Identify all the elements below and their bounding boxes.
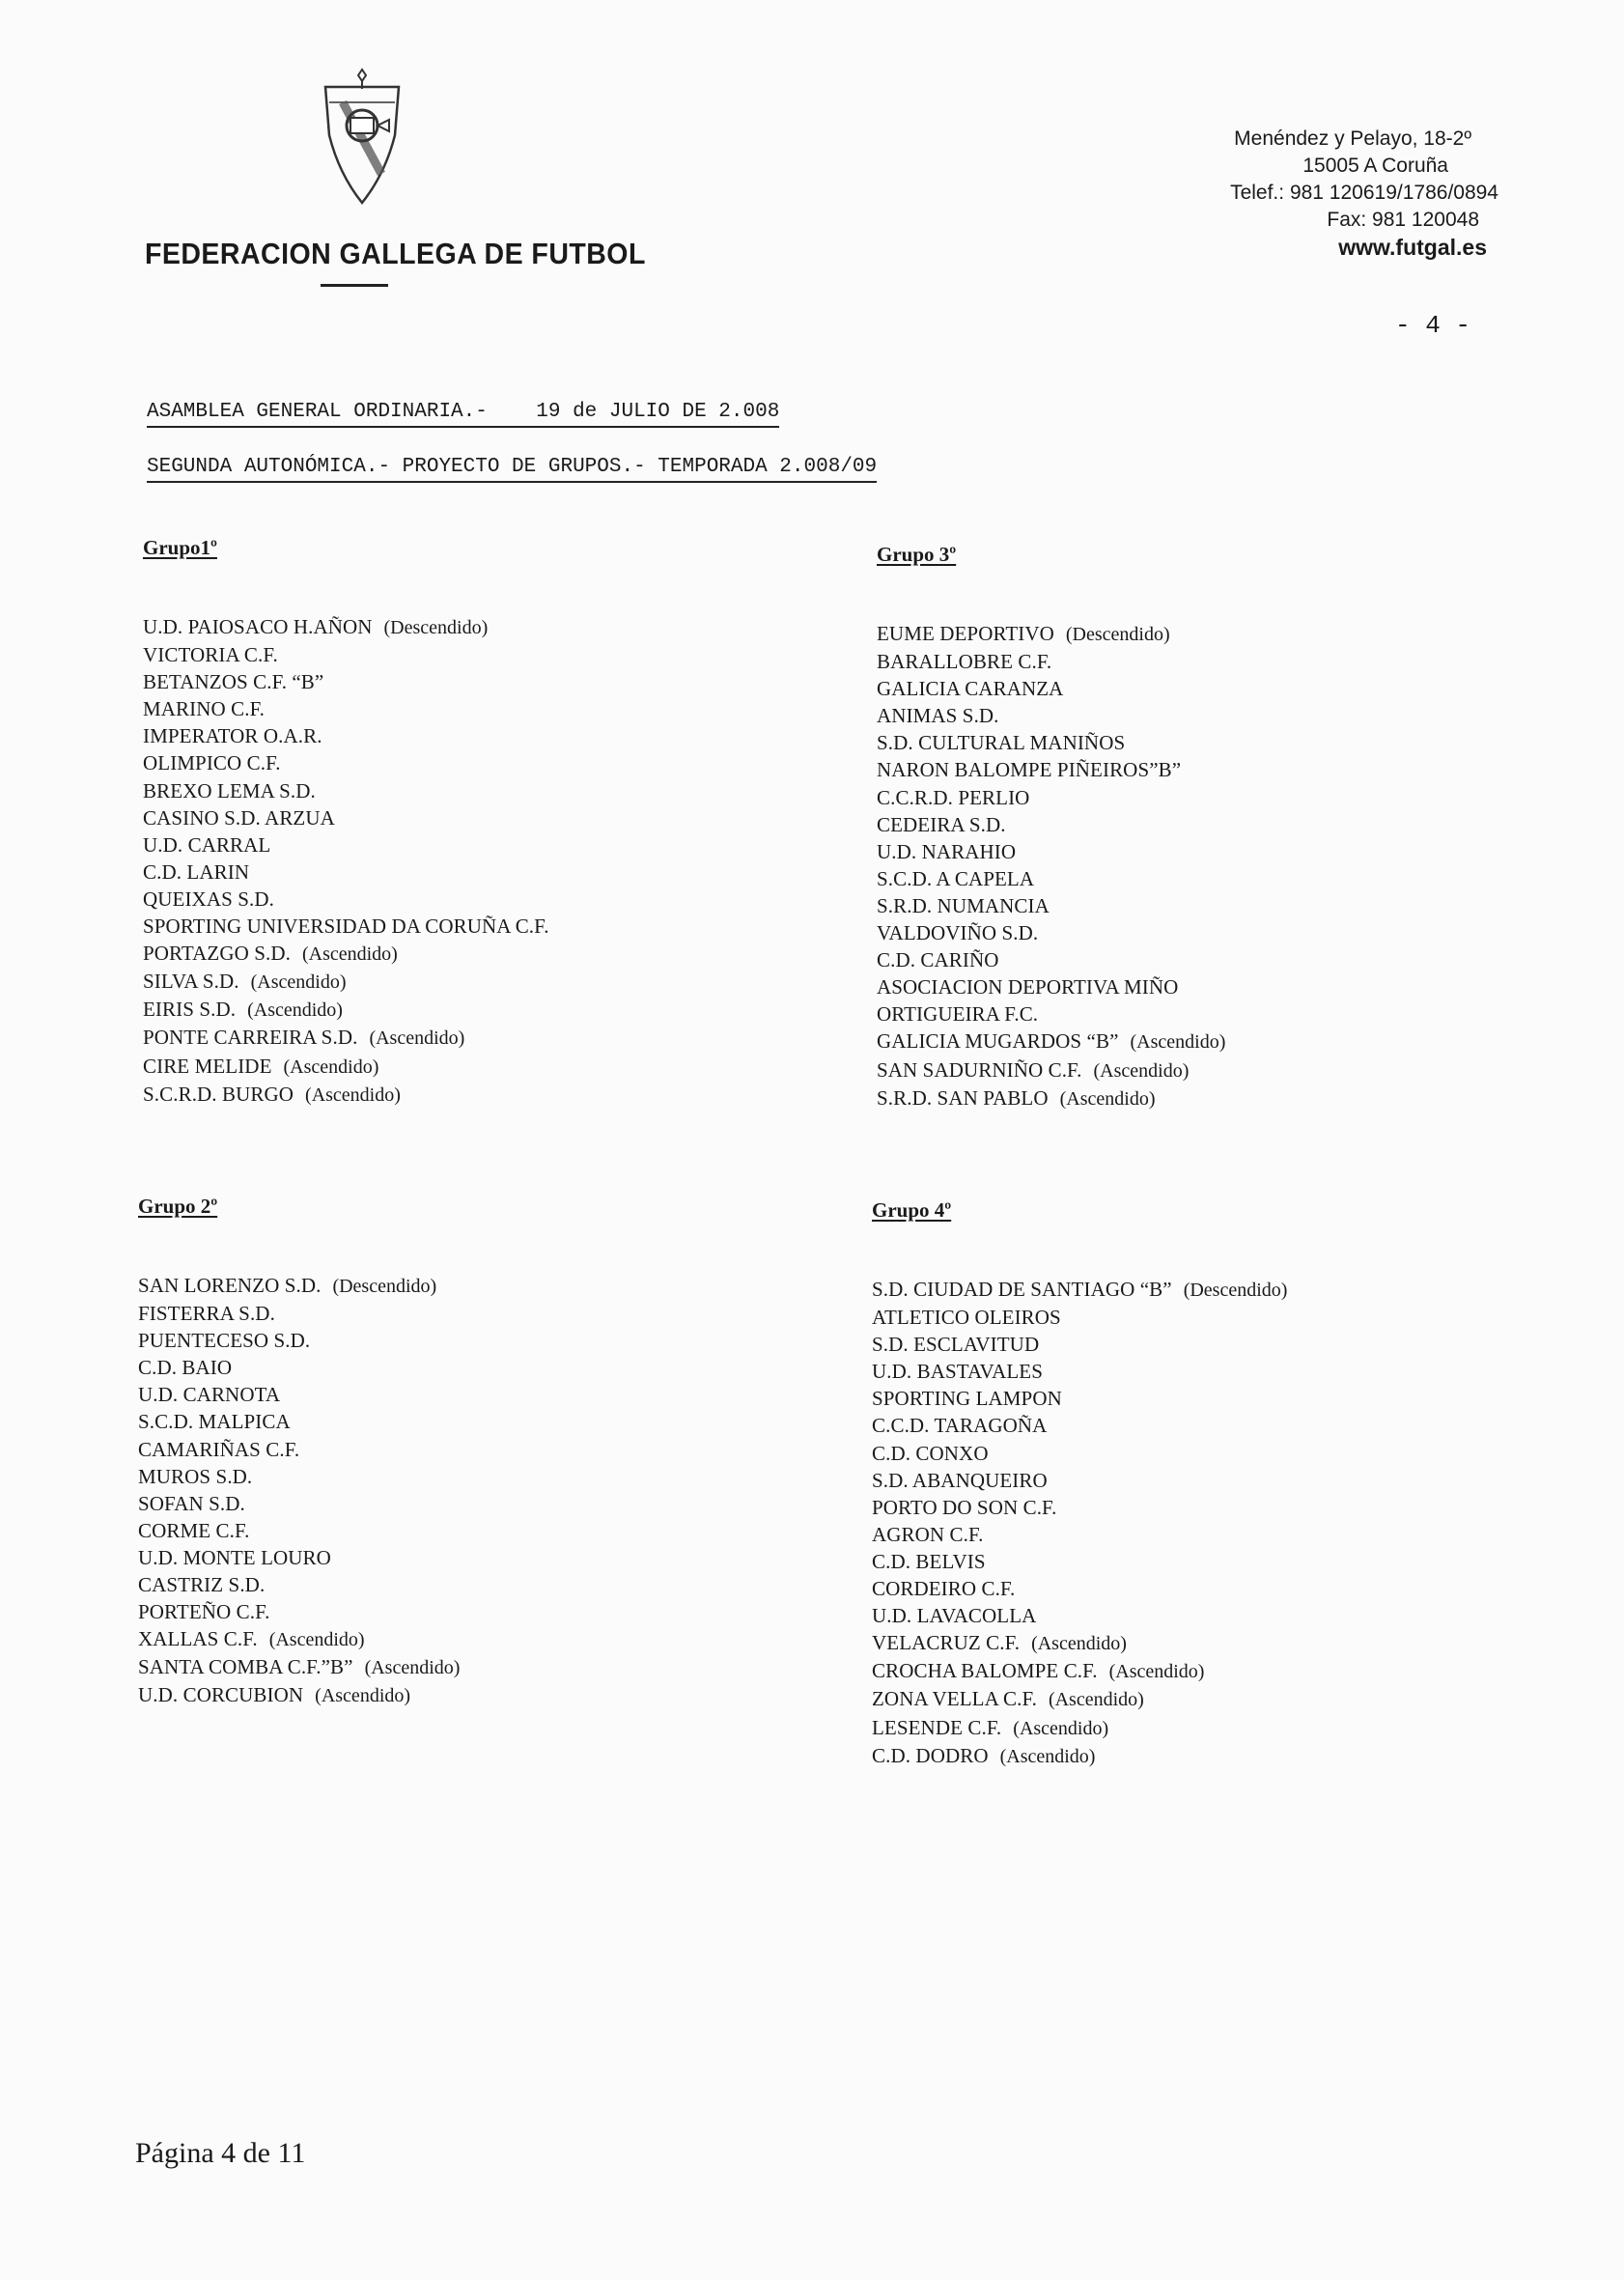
team-name: U.D. CARNOTA [138, 1383, 281, 1407]
team-status-note: (Ascendido) [268, 1629, 365, 1651]
team-row [872, 1629, 1287, 1657]
team-row [877, 973, 1225, 1000]
team-name: PONTE CARREIRA S.D. [143, 1026, 358, 1050]
team-list [872, 1276, 1287, 1770]
team-status-note: (Ascendido) [369, 1027, 465, 1050]
team-row [143, 859, 549, 886]
team-row [138, 1463, 460, 1490]
team-row [872, 1602, 1287, 1629]
team-name: C.D. BELVIS [872, 1549, 986, 1573]
team-row [143, 777, 549, 804]
team-row [872, 1304, 1287, 1331]
team-row [877, 729, 1225, 756]
team-status-note: (Ascendido) [247, 999, 343, 1022]
team-row [877, 675, 1225, 702]
team-row [877, 1027, 1225, 1056]
team-row [143, 1081, 549, 1109]
team-status-note: (Descendido) [1183, 1280, 1288, 1301]
team-row [877, 648, 1225, 675]
team-row [138, 1544, 460, 1571]
team-row [143, 695, 549, 722]
team-name: U.D. MONTE LOURO [138, 1545, 331, 1569]
team-row [872, 1467, 1287, 1494]
team-name: CAMARIÑAS C.F. [138, 1437, 300, 1461]
team-name: S.C.D. A CAPELA [877, 866, 1035, 890]
team-name: PUENTECESO S.D. [138, 1329, 311, 1353]
team-row [877, 946, 1225, 973]
team-name: S.C.D. MALPICA [138, 1410, 291, 1434]
organization-name: FEDERACION GALLEGA DE FUTBOL [145, 237, 646, 270]
team-name: QUEIXAS S.D. [143, 887, 274, 911]
team-name: NARON BALOMPE PIÑEIROS”B” [877, 758, 1182, 782]
team-row [143, 1053, 549, 1081]
group-2-section [138, 1195, 460, 1710]
team-name: U.D. PAIOSACO H.AÑON [143, 615, 373, 638]
team-name: BREXO LEMA S.D. [143, 778, 316, 802]
team-row [138, 1300, 460, 1327]
team-status-note: (Ascendido) [999, 1745, 1096, 1767]
team-row [143, 968, 549, 996]
team-row [877, 702, 1225, 729]
group-4-section [872, 1198, 1287, 1770]
team-name: U.D. CORCUBION [138, 1683, 304, 1707]
federation-crest-logo [314, 68, 410, 214]
team-status-note: (Ascendido) [1108, 1661, 1205, 1683]
team-row [138, 1625, 460, 1653]
team-name: CIRE MELIDE [143, 1054, 272, 1078]
team-name: ORTIGUEIRA F.C. [877, 1002, 1039, 1027]
team-name: MARINO C.F. [143, 697, 266, 721]
team-row [138, 1272, 460, 1300]
team-row [872, 1742, 1287, 1770]
contact-website: www.futgal.es [1338, 235, 1487, 260]
team-name: OLIMPICO C.F. [143, 751, 281, 775]
team-name: C.D. CONXO [872, 1441, 989, 1465]
team-status-note: (Ascendido) [364, 1657, 461, 1679]
team-name: PORTAZGO S.D. [143, 942, 291, 966]
org-name-divider [321, 284, 388, 287]
team-row [143, 804, 549, 831]
team-row [138, 1653, 460, 1681]
team-row [872, 1657, 1287, 1685]
team-row [877, 892, 1225, 919]
group-1-section [143, 536, 549, 1109]
team-name: C.C.D. TARAGOÑA [872, 1414, 1048, 1438]
team-row [877, 811, 1225, 838]
team-name: U.D. CARRAL [143, 832, 271, 857]
page-marker: - 4 - [1395, 311, 1471, 340]
team-name: GALICIA MUGARDOS “B” [877, 1029, 1119, 1054]
team-name: C.D. DODRO [872, 1743, 989, 1767]
team-name: C.D. LARIN [143, 859, 250, 884]
team-row [138, 1354, 460, 1381]
team-row [872, 1385, 1287, 1412]
team-row [138, 1327, 460, 1354]
team-row [877, 838, 1225, 865]
team-row [872, 1714, 1287, 1742]
team-name: ANIMAS S.D. [877, 704, 999, 728]
team-row [143, 722, 549, 749]
team-row [143, 641, 549, 668]
team-name: SAN LORENZO S.D. [138, 1274, 322, 1297]
team-row [138, 1571, 460, 1598]
team-name: CORDEIRO C.F. [872, 1577, 1016, 1601]
team-name: S.D. CULTURAL MANIÑOS [877, 731, 1126, 755]
team-name: VELACRUZ C.F. [872, 1631, 1021, 1655]
team-name: FISTERRA S.D. [138, 1302, 275, 1326]
team-name: S.D. CIUDAD DE SANTIAGO “B” [872, 1278, 1172, 1301]
team-name: CEDEIRA S.D. [877, 812, 1006, 836]
team-status-note: (Ascendido) [250, 971, 347, 994]
team-name: EIRIS S.D. [143, 998, 237, 1022]
team-name: VICTORIA C.F. [143, 643, 278, 667]
team-row [143, 996, 549, 1024]
team-name: BARALLOBRE C.F. [877, 650, 1052, 674]
team-name: ATLETICO OLEIROS [872, 1306, 1061, 1330]
page-number-footer: Página 4 de 11 [135, 2137, 306, 2169]
team-name: GALICIA CARANZA [877, 677, 1064, 701]
group-heading: Grupo 4º [872, 1198, 952, 1222]
team-name: SPORTING UNIVERSIDAD DA CORUÑA C.F. [143, 915, 549, 939]
team-name: CASTRIZ S.D. [138, 1573, 266, 1597]
team-status-note: (Ascendido) [1093, 1059, 1190, 1082]
team-name: XALLAS C.F. [138, 1627, 258, 1651]
team-name: SOFAN S.D. [138, 1491, 245, 1515]
team-row [877, 756, 1225, 783]
team-row [138, 1381, 460, 1408]
team-row [143, 831, 549, 859]
team-row [143, 940, 549, 968]
team-name: CASINO S.D. ARZUA [143, 805, 335, 830]
team-name: IMPERATOR O.A.R. [143, 724, 322, 748]
team-status-note: (Ascendido) [1048, 1689, 1144, 1711]
team-row [872, 1331, 1287, 1358]
team-row [877, 1056, 1225, 1084]
team-row [877, 620, 1225, 648]
group-heading: Grupo1º [143, 536, 217, 559]
team-row [877, 919, 1225, 946]
team-name: ASOCIACION DEPORTIVA MIÑO [877, 975, 1179, 999]
contact-address: Menéndez y Pelayo, 18-2º [1234, 127, 1471, 150]
team-row [872, 1412, 1287, 1439]
team-status-note: (Ascendido) [315, 1685, 411, 1707]
team-name: SILVA S.D. [143, 970, 239, 994]
team-name: CROCHA BALOMPE C.F. [872, 1659, 1098, 1683]
team-row [877, 784, 1225, 811]
team-status-note: (Ascendido) [305, 1084, 401, 1106]
team-row [143, 668, 549, 695]
team-row [877, 1000, 1225, 1027]
team-status-note: (Descendido) [383, 617, 489, 638]
team-name: S.R.D. SAN PABLO [877, 1085, 1049, 1110]
team-row [138, 1598, 460, 1625]
team-name: VALDOVIÑO S.D. [877, 921, 1039, 945]
team-row [872, 1575, 1287, 1602]
team-name: CORME C.F. [138, 1518, 250, 1542]
contact-block [1230, 126, 1498, 261]
team-name: AGRON C.F. [872, 1522, 984, 1546]
team-status-note: (Descendido) [1065, 624, 1170, 645]
team-status-note: (Ascendido) [301, 943, 398, 966]
team-row [143, 1024, 549, 1052]
team-name: S.D. ESCLAVITUD [872, 1333, 1040, 1357]
team-name: PORTEÑO C.F. [138, 1600, 270, 1624]
team-row [143, 749, 549, 776]
team-row [872, 1685, 1287, 1713]
team-name: SAN SADURNIÑO C.F. [877, 1057, 1082, 1082]
team-status-note: (Ascendido) [283, 1056, 379, 1078]
team-name: ZONA VELLA C.F. [872, 1687, 1037, 1711]
team-name: C.D. CARIÑO [877, 948, 999, 972]
team-name: SPORTING LAMPON [872, 1387, 1062, 1411]
group-heading: Grupo 3º [877, 543, 957, 566]
team-row [872, 1494, 1287, 1521]
team-row [138, 1517, 460, 1544]
team-name: C.C.R.D. PERLIO [877, 785, 1030, 809]
team-row [143, 613, 549, 641]
team-row [872, 1548, 1287, 1575]
team-name: LESENDE C.F. [872, 1715, 1002, 1739]
team-status-note: (Ascendido) [1031, 1633, 1127, 1655]
team-row [143, 913, 549, 940]
team-name: S.C.R.D. BURGO [143, 1082, 294, 1106]
team-row [143, 886, 549, 913]
team-name: U.D. NARAHIO [877, 839, 1017, 863]
team-status-note: (Ascendido) [1130, 1031, 1226, 1054]
team-status-note: (Descendido) [332, 1276, 437, 1297]
team-name: S.R.D. NUMANCIA [877, 893, 1050, 917]
contact-city: 15005 A Coruña [1302, 155, 1448, 177]
team-name: U.D. LAVACOLLA [872, 1604, 1037, 1628]
team-name: SANTA COMBA C.F.”B” [138, 1655, 353, 1679]
assembly-title: ASAMBLEA GENERAL ORDINARIA.- 19 de JULIO DE 2.008 [147, 401, 779, 428]
contact-fax: Fax: 981 120048 [1327, 209, 1479, 231]
team-name: EUME DEPORTIVO [877, 622, 1054, 645]
contact-phone: Telef.: 981 120619/1786/0894 [1230, 182, 1498, 204]
team-name: PORTO DO SON C.F. [872, 1495, 1057, 1519]
team-status-note: (Ascendido) [1059, 1087, 1156, 1110]
team-row [872, 1358, 1287, 1385]
team-row [872, 1276, 1287, 1304]
team-row [872, 1521, 1287, 1548]
team-name: S.D. ABANQUEIRO [872, 1468, 1048, 1492]
group-heading: Grupo 2º [138, 1195, 218, 1218]
team-row [872, 1440, 1287, 1467]
document-title: SEGUNDA AUTONÓMICA.- PROYECTO DE GRUPOS.- TEMPORADA 2.008/09 [147, 456, 877, 483]
team-name: BETANZOS C.F. “B” [143, 670, 324, 694]
team-list [143, 613, 549, 1109]
team-row [877, 865, 1225, 892]
group-3-section [877, 543, 1225, 1112]
team-row [138, 1408, 460, 1435]
team-row [138, 1490, 460, 1517]
team-row [877, 1084, 1225, 1112]
team-name: MUROS S.D. [138, 1464, 253, 1488]
team-name: C.D. BAIO [138, 1356, 233, 1380]
team-row [138, 1681, 460, 1709]
team-name: U.D. BASTAVALES [872, 1360, 1043, 1384]
team-list [877, 620, 1225, 1112]
team-status-note: (Ascendido) [1013, 1717, 1109, 1739]
team-row [138, 1436, 460, 1463]
team-list [138, 1272, 460, 1710]
